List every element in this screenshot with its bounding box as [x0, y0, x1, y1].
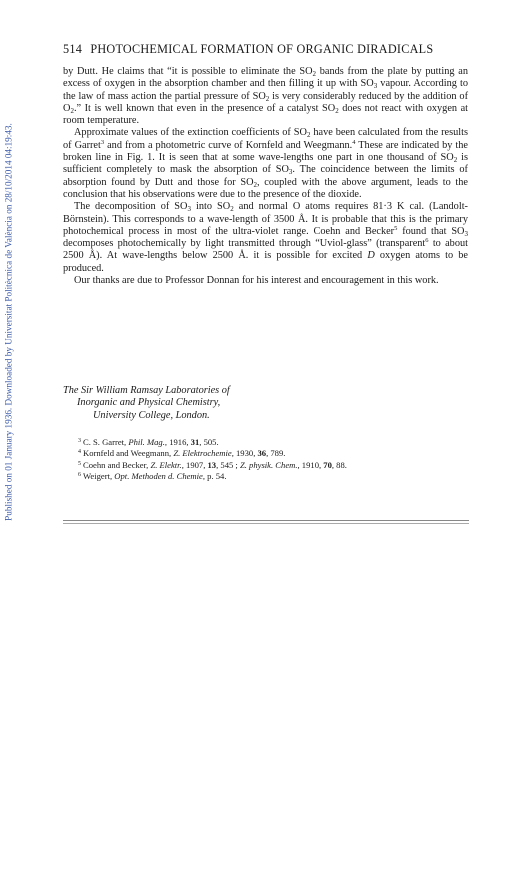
affiliation-line-1: The Sir William Ramsay Laboratories of	[63, 385, 230, 396]
footnote-ref: 6	[425, 237, 429, 245]
affiliation	[63, 385, 363, 422]
paragraph-1: by Dutt. He claims that “it is possible to eliminate the $SO_2$ bands from the plate by putting an excess of oxygen in the absorption chamber and then filling it up with $SO_3$ vapour. According to the law of mass action the partial pressure of $SO_2$ is very considerably reduced by the addition of $O_2$.” It is well known that even in the presence of a catalyst $SO_2$ does not react with oxygen at room temperature.	[63, 66, 469, 127]
end-rule-secondary	[63, 523, 469, 524]
page-number: 514	[63, 42, 83, 56]
footnote-ref: 4	[352, 138, 356, 146]
paragraph-2: Approximate values of the extinction coefficients of $SO_2$ have been calculated from the results of Garret$^3$ and from a photometric curve of Kornfeld and Weegmann.$^4$ These are indicated by the broken line in Fig. 1. It is seen that at some wave-lengths one part in one thousand of $SO_2$ is sufficient completely to mask the absorption of $SO_3$. The coincidence between the limits of absorption found by Dutt and those for $SO_2$, coupled with the above argument, leads to the conclusion that his observations were due to the presence of the dioxide.	[63, 127, 468, 200]
running-title: PHOTOCHEMICAL FORMATION OF ORGANIC DIRADICALS	[90, 42, 434, 56]
paragraph-3: The decomposition of $SO_3$ into $SO_2$ and normal O atoms requires 81·3 K cal. (Landolt-Börnstein). This corresponds to a wave-length of 3500 Å. It is probable that this is the primary photochemical process in most of the ultra-violet range. Coehn and Becker$^5$ found that $SO_3$ decomposes photochemically by light transmitted through “Uviol-glass” (transparent$^6$ to about 2500 Å). At wave-lengths below 2500 Å. it is possible for excited D oxygen atoms to be produced.	[63, 201, 468, 274]
download-watermark	[2, 70, 16, 575]
page-header	[63, 42, 483, 57]
footnote-3: $^3$ C. S. Garret, Phil. Mag., 1916, 31, 505.	[78, 437, 219, 447]
affiliation-line-3: University College, London.	[93, 409, 210, 421]
article-body	[63, 66, 468, 287]
affiliation-line-2: Inorganic and Physical Chemistry,	[77, 397, 221, 409]
watermark-text: Published on 01 January 1936. Downloaded by Universitat Politècnica de València on 28/10/2014 04:19:43.	[3, 123, 14, 521]
end-rule	[63, 520, 469, 521]
footnote-4: $^4$ Kornfeld and Weegmann, Z. Elektrochemie, 1930, 36, 789.	[78, 448, 286, 459]
footnote-ref: 5	[394, 224, 398, 232]
footnotes	[78, 436, 478, 481]
paragraph-4: Our thanks are due to Professor Donnan for his interest and encouragement in this work.	[74, 275, 439, 287]
footnote-5: $^5$ Coehn and Becker, Z. Elektr., 1907, 13, 545 ; Z. physik. Chem., 1910, 70, 88.	[78, 459, 347, 470]
footnote-6: $^6$ Weigert, Opt. Methoden d. Chemie, p. 54.	[78, 470, 227, 481]
footnote-ref: 3	[100, 138, 105, 146]
